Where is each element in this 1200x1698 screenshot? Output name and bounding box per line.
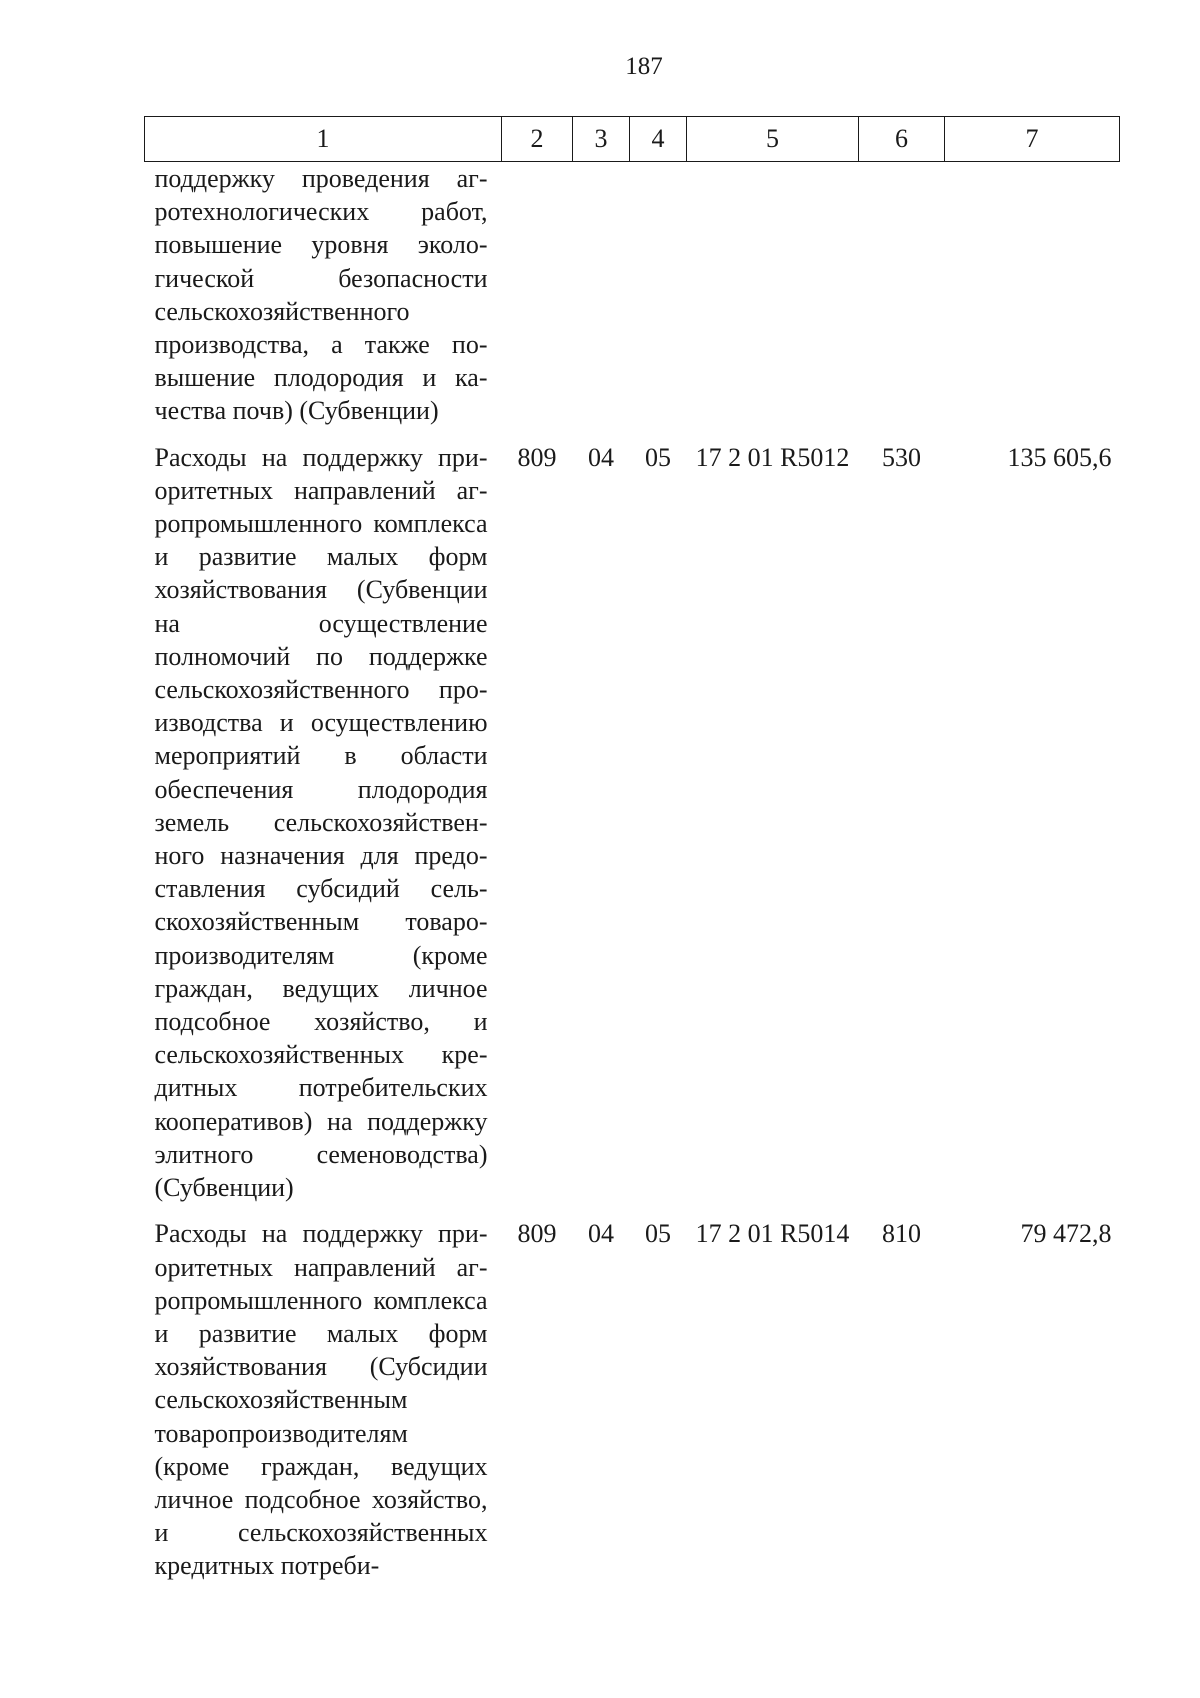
- row-col-4: 05: [645, 442, 671, 472]
- row-col-6: [859, 162, 945, 428]
- header-col-5: 5: [687, 117, 859, 162]
- table-row: [145, 1204, 1120, 1582]
- row-col-5: 17 2 01 R5012: [695, 442, 850, 472]
- row-col-6: 810: [882, 1219, 921, 1249]
- header-col-6: 6: [859, 117, 945, 162]
- row-col-7: 79 472,8: [1020, 1219, 1112, 1249]
- row-col-6: 530: [882, 442, 921, 472]
- row-col-2: [502, 162, 573, 428]
- header-col-7: 7: [945, 117, 1120, 162]
- header-col-2: 2: [502, 117, 573, 162]
- table-row: [145, 162, 1120, 428]
- row-description: Расходы на поддержку приоритетных направлений агропромышленного комплекса и развитие малых форм хозяйствования (Субсидии сельскохозяйственным товаропроизводителям (кроме граждан, ведущих личное подсобное хозяйство, и сельскохозяйственных кредитных потреби-: [154, 1219, 488, 1581]
- row-col-3: 04: [588, 1219, 614, 1249]
- header-col-3: 3: [573, 117, 630, 162]
- table-header: [145, 117, 1120, 162]
- table-row: [145, 428, 1120, 1205]
- row-col-4: 05: [645, 1219, 671, 1249]
- row-description: поддержку проведения агротехнологических работ, повышение уровня экологической безопасности сельскохозяйственного производства, а также повышение плодородия и качества почв) (Субвенции): [154, 164, 488, 426]
- row-col-2: 809: [517, 442, 557, 472]
- row-col-2: 809: [517, 1219, 557, 1249]
- header-col-1: 1: [145, 117, 502, 162]
- row-col-7: [945, 162, 1120, 428]
- header-row: [145, 117, 1120, 162]
- row-col-5: [687, 162, 859, 428]
- row-col-4: [630, 162, 687, 428]
- row-col-3: [573, 162, 630, 428]
- header-col-4: 4: [630, 117, 687, 162]
- row-col-7: 135 605,6: [1007, 442, 1112, 472]
- page-number: 187: [625, 53, 663, 80]
- row-col-3: 04: [588, 442, 614, 472]
- table-body: [145, 162, 1120, 1583]
- budget-table: [144, 116, 1120, 1583]
- row-description: Расходы на поддержку приоритетных направлений агропромышленного комплекса и развитие малых форм хозяйствования (Субвенции на осуществление полномочий по поддержке сельскохозяйственного производства и осуществлению мероприятий в области обеспечения плодородия земель сельскохозяйственного назначения для предоставления субсидий сельскохозяйственным товаропроизводителям (кроме граждан, ведущих личное подсобное хозяйство, и сельскохозяйственных кредитных потребительских кооперативов) на поддержку элитного семеноводства) (Субвенции): [154, 442, 488, 1203]
- row-col-5: 17 2 01 R5014: [695, 1219, 850, 1249]
